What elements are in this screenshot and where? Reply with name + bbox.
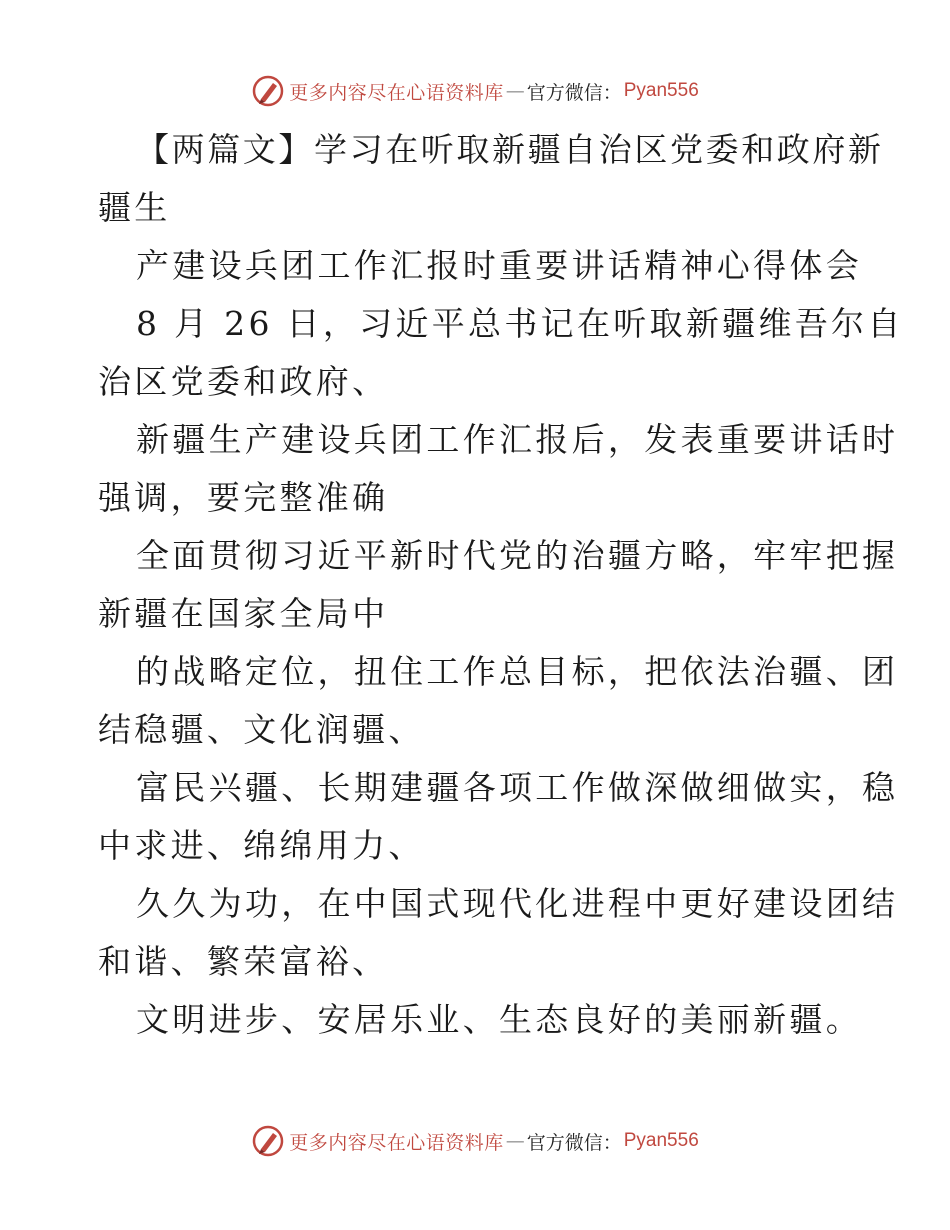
pen-logo-icon bbox=[251, 74, 285, 108]
doc-paragraph-line: 全面贯彻习近平新时代党的治疆方略，牢牢把握 bbox=[136, 536, 899, 575]
banner-separator: — bbox=[505, 1130, 525, 1152]
doc-paragraph-line: 文明进步、安居乐业、生态良好的美丽新疆。 bbox=[136, 1000, 862, 1039]
doc-paragraph-line: 8 月 26 日，习近平总书记在听取新疆维吾尔自 bbox=[136, 304, 904, 343]
banner-separator: — bbox=[505, 80, 525, 102]
doc-title-line-2: 疆生 bbox=[98, 188, 171, 227]
doc-paragraph-line: 新疆在国家全局中 bbox=[98, 594, 389, 633]
banner-wechat-label: 官方微信： bbox=[526, 81, 622, 104]
banner-brand: 更多内容尽在心语资料库 bbox=[289, 81, 504, 104]
doc-paragraph-line: 和谐、繁荣富裕、 bbox=[98, 942, 389, 981]
doc-paragraph-line: 结稳疆、文化润疆、 bbox=[98, 710, 425, 749]
header-banner bbox=[0, 74, 950, 108]
document-body bbox=[98, 121, 904, 1049]
banner-wechat-id: Pyan556 bbox=[623, 1130, 699, 1151]
doc-title-line-1: 【两篇文】学习在听取新疆自治区党委和政府新 bbox=[136, 130, 884, 169]
doc-paragraph-line: 新疆生产建设兵团工作汇报后，发表重要讲话时 bbox=[136, 420, 899, 459]
banner-wechat-label: 官方微信： bbox=[526, 1131, 622, 1154]
doc-paragraph-line: 富民兴疆、长期建疆各项工作做深做细做实，稳 bbox=[136, 768, 899, 807]
doc-paragraph-line: 中求进、绵绵用力、 bbox=[98, 826, 425, 865]
pen-logo-icon bbox=[251, 1124, 285, 1158]
doc-paragraph-line: 治区党委和政府、 bbox=[98, 362, 389, 401]
doc-subtitle: 产建设兵团工作汇报时重要讲话精神心得体会 bbox=[136, 246, 862, 285]
banner-brand: 更多内容尽在心语资料库 bbox=[289, 1131, 504, 1154]
doc-paragraph-line: 强调，要完整准确 bbox=[98, 478, 389, 517]
banner-wechat-id: Pyan556 bbox=[623, 80, 699, 101]
doc-paragraph-line: 的战略定位，扭住工作总目标，把依法治疆、团 bbox=[136, 652, 899, 691]
doc-paragraph-line: 久久为功，在中国式现代化进程中更好建设团结 bbox=[136, 884, 899, 923]
footer-banner bbox=[0, 1124, 950, 1158]
